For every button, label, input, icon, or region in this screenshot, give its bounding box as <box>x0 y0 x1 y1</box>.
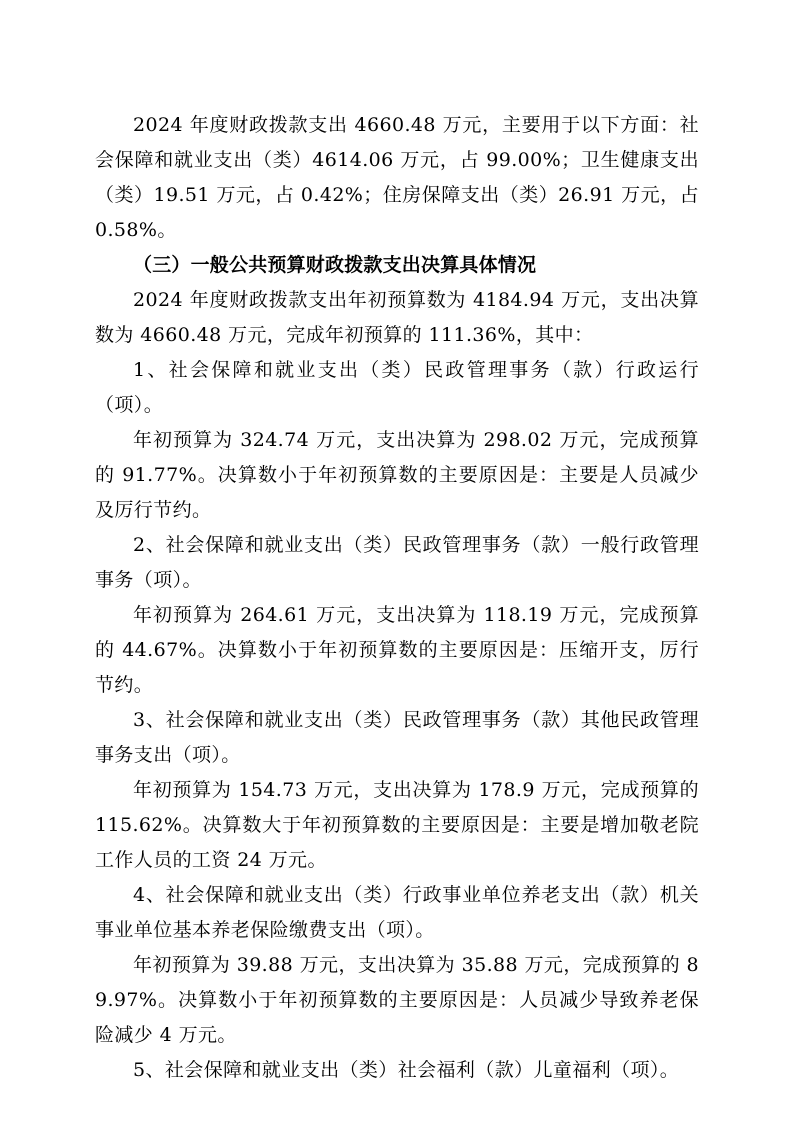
paragraph-item-1-detail: 年初预算为 324.74 万元，支出决算为 298.02 万元，完成预算的 91.77%。决算数小于年初预算数的主要原因是：主要是人员减少及厉行节约。 <box>95 429 699 521</box>
paragraph-item-3-title: 3、社会保障和就业支出（类）民政管理事务（款）其他民政管理事务支出（项）。 <box>95 709 699 766</box>
paragraph-fiscal-expenditure-overview: 2024 年度财政拨款支出 4660.48 万元，主要用于以下方面：社会保障和就业支出（类）4614.06 万元，占 99.00%；卫生健康支出（类）19.51 万元，占 0.42%；住房保障支出（类）26.91 万元，占 0.58%。 <box>95 114 699 241</box>
paragraph-budget-vs-final-summary: 2024 年度财政拨款支出年初预算数为 4184.94 万元，支出决算数为 4660.48 万元，完成年初预算的 111.36%，其中： <box>95 289 699 346</box>
paragraph-item-1-title: 1、社会保障和就业支出（类）民政管理事务（款）行政运行（项）。 <box>95 359 699 416</box>
section-heading-general-public-budget-details: （三）一般公共预算财政拨款支出决算具体情况 <box>133 254 537 276</box>
paragraph-item-4-detail: 年初预算为 39.88 万元，支出决算为 35.88 万元，完成预算的 89.97%。决算数小于年初预算数的主要原因是：人员减少导致养老保险减少 4 万元。 <box>95 954 699 1046</box>
paragraph-item-4-title: 4、社会保障和就业支出（类）行政事业单位养老支出（款）机关事业单位基本养老保险缴费支出（项）。 <box>95 884 699 941</box>
paragraph-item-3-detail: 年初预算为 154.73 万元，支出决算为 178.9 万元，完成预算的 115.62%。决算数大于年初预算数的主要原因是：主要是增加敬老院工作人员的工资 24 万元。 <box>95 779 699 871</box>
paragraph-item-5-title: 5、社会保障和就业支出（类）社会福利（款）儿童福利（项）。 <box>133 1059 680 1081</box>
paragraph-item-2-detail: 年初预算为 264.61 万元，支出决算为 118.19 万元，完成预算的 44.67%。决算数小于年初预算数的主要原因是：压缩开支，厉行节约。 <box>95 604 699 696</box>
paragraph-item-2-title: 2、社会保障和就业支出（类）民政管理事务（款）一般行政管理事务（项）。 <box>95 534 699 591</box>
